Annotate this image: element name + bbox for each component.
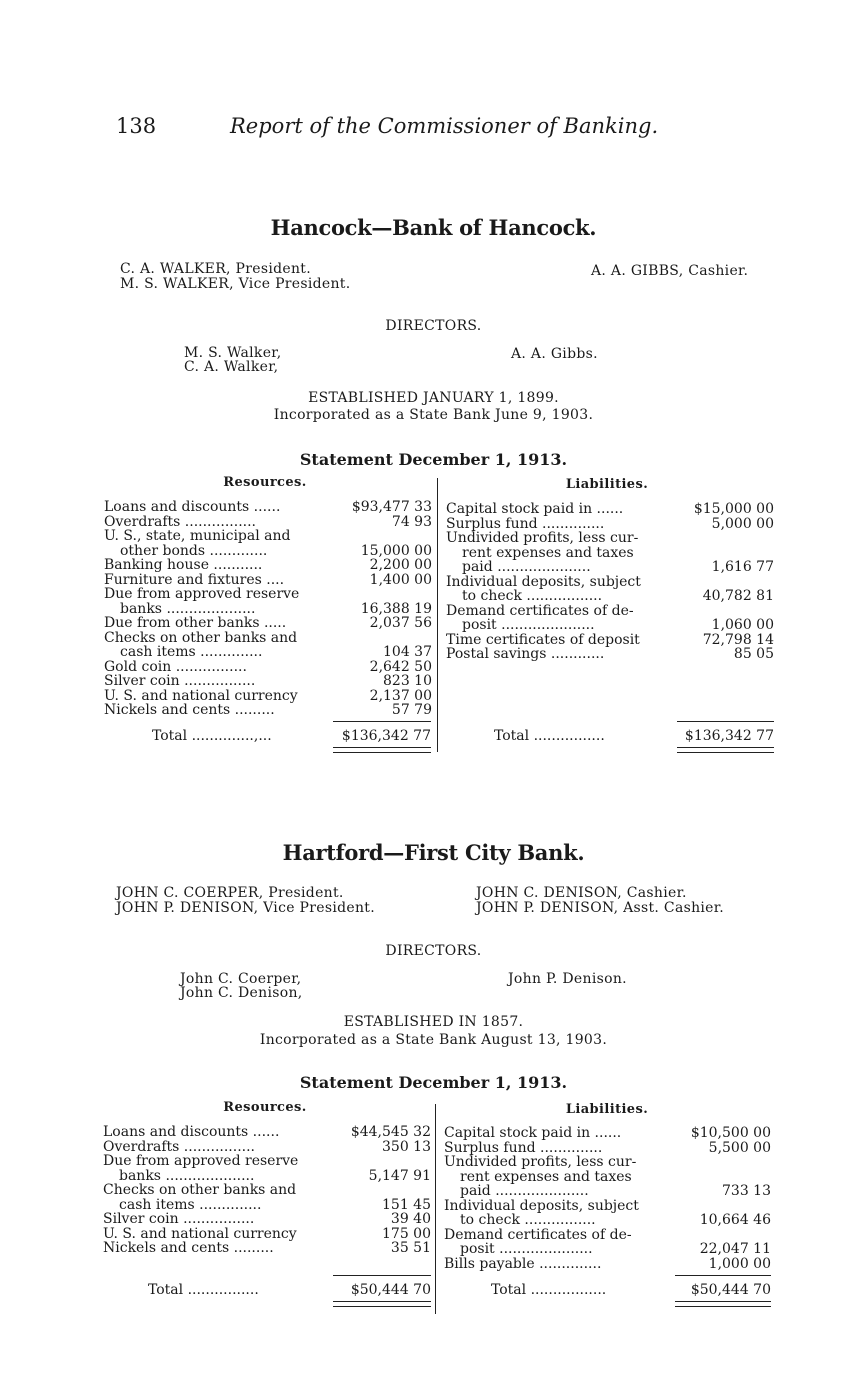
- ledger-row: [446, 633, 774, 648]
- director: A. A. Gibbs.: [511, 346, 598, 362]
- ledger-amount: 350 13: [382, 1138, 431, 1155]
- bank-title: Hancock—Bank of Hancock.: [270, 215, 597, 240]
- ledger-amount: 1,060 00: [711, 617, 774, 633]
- ledger-amount: 57 79: [391, 702, 432, 718]
- ledger-label: Capital stock paid in ......: [444, 1126, 622, 1141]
- ledger-label: U. S., state, municipal and: [104, 529, 291, 544]
- column-divider: [435, 1104, 436, 1314]
- ledger-amount: 104 37: [383, 644, 432, 660]
- ledger-amount: 5,147 91: [368, 1167, 431, 1184]
- total-amount: $136,342 77: [341, 728, 431, 744]
- ledger-label: banks ....................: [120, 601, 256, 616]
- ledger-label: Loans and discounts ......: [103, 1125, 280, 1140]
- ledger-label: other bonds .............: [120, 543, 268, 558]
- ledger-label: Checks on other banks and: [103, 1183, 297, 1198]
- ledger-label: banks ....................: [119, 1168, 255, 1183]
- ledger-row: [444, 1199, 771, 1214]
- ledger-row: [103, 1198, 431, 1213]
- ledger-row: [103, 1241, 431, 1256]
- ledger-row: [444, 1155, 771, 1170]
- ledger-row: [104, 558, 432, 573]
- ledger-row: [444, 1170, 771, 1185]
- ledger-label: Due from approved reserve: [104, 587, 300, 602]
- ledger-row: [104, 587, 432, 602]
- total-amount: $136,342 77: [684, 728, 774, 744]
- ledger-label: Surplus fund ..............: [444, 1140, 603, 1155]
- ledger-row: [444, 1213, 771, 1228]
- ledger-row: [104, 660, 432, 675]
- ledger-amount: 35 51: [390, 1240, 431, 1256]
- ledger-label: Capital stock paid in ......: [446, 502, 624, 517]
- ledger-amount: 175 00: [382, 1225, 431, 1242]
- ledger-label: Bills payable ..............: [444, 1256, 602, 1271]
- ledger-label: Demand certificates of de-: [446, 603, 634, 618]
- ledger-amount: 10,664 46: [699, 1212, 771, 1228]
- established-line: ESTABLISHED IN 1857.: [343, 1014, 524, 1030]
- total-amount: $50,444 70: [690, 1282, 771, 1298]
- ledger-row: [104, 631, 432, 646]
- ledger-label: to check ................: [460, 1213, 596, 1228]
- ledger-row: [103, 1227, 431, 1242]
- resources-table: [104, 500, 432, 718]
- ledger-label: Nickels and cents .........: [103, 1241, 274, 1256]
- ledger-label: Furniture and fixtures ....: [104, 572, 285, 587]
- officer-cashier: JOHN C. DENISON, Cashier.: [476, 885, 687, 901]
- ledger-row: [444, 1126, 771, 1141]
- ledger-amount: 1,616 77: [711, 559, 774, 575]
- ledger-row: [104, 674, 432, 689]
- ledger-row: [444, 1141, 771, 1156]
- ledger-row: [104, 500, 432, 515]
- ledger-label: cash items ..............: [119, 1197, 262, 1212]
- running-title: Report of the Commissioner of Banking.: [230, 114, 659, 138]
- ledger-label: paid .....................: [460, 1184, 589, 1199]
- ledger-label: Nickels and cents .........: [104, 703, 275, 718]
- ledger-row: [104, 645, 432, 660]
- liabilities-total-row: [491, 1282, 771, 1297]
- ledger-amount: $93,477 33: [351, 499, 432, 515]
- ledger-amount: 5,000 00: [711, 515, 774, 532]
- officer-asst-cashier: JOHN P. DENISON, Asst. Cashier.: [476, 900, 724, 916]
- ledger-amount: $10,500 00: [690, 1125, 771, 1141]
- ledger-row: [446, 531, 774, 546]
- statement-title: Statement December 1, 1913.: [299, 450, 568, 469]
- ledger-amount: $15,000 00: [693, 501, 774, 517]
- total-label: Total ................: [494, 728, 605, 744]
- ledger-amount: 2,137 00: [369, 687, 432, 704]
- ledger-label: U. S. and national currency: [103, 1226, 297, 1241]
- officer-cashier: A. A. GIBBS, Cashier.: [591, 263, 749, 279]
- director: John C. Coerper,: [180, 971, 302, 987]
- director: John P. Denison.: [508, 971, 627, 987]
- total-label: Total ..............,...: [152, 728, 272, 744]
- ledger-amount: 1,400 00: [369, 571, 432, 588]
- incorporated-line: Incorporated as a State Bank June 9, 1903.: [273, 407, 594, 423]
- ledger-amount: 72,798 14: [702, 631, 774, 648]
- resources-table: [103, 1125, 431, 1256]
- ledger-label: Individual deposits, subject: [446, 574, 641, 589]
- liabilities-table: [444, 1126, 771, 1271]
- liabilities-heading: Liabilities.: [565, 1102, 649, 1117]
- ledger-row: [104, 689, 432, 704]
- ledger-label: rent expenses and taxes: [460, 1169, 632, 1184]
- sum-rule: [333, 1275, 431, 1276]
- ledger-label: Undivided profits, less cur-: [446, 531, 639, 546]
- ledger-label: Overdrafts ................: [103, 1139, 256, 1154]
- ledger-label: paid .....................: [462, 560, 591, 575]
- ledger-amount: 5,500 00: [708, 1139, 771, 1156]
- ledger-label: Overdrafts ................: [104, 514, 257, 529]
- ledger-row: [104, 544, 432, 559]
- ledger-row: [103, 1154, 431, 1169]
- ledger-amount: 2,200 00: [369, 557, 432, 573]
- ledger-row: [446, 604, 774, 619]
- ledger-label: to check .................: [462, 589, 603, 604]
- officer-president: JOHN C. COERPER, President.: [116, 885, 344, 901]
- ledger-row: [103, 1169, 431, 1184]
- liabilities-table: [446, 502, 774, 662]
- ledger-row: [104, 616, 432, 631]
- ledger-amount: 1,000 00: [708, 1255, 771, 1272]
- ledger-label: Checks on other banks and: [104, 630, 298, 645]
- directors-heading: DIRECTORS.: [385, 318, 482, 334]
- ledger-row: [444, 1257, 771, 1272]
- bank-title: Hartford—First City Bank.: [282, 840, 585, 865]
- ledger-label: Gold coin ................: [104, 659, 247, 674]
- ledger-row: [446, 560, 774, 575]
- ledger-row: [104, 703, 432, 718]
- established-line: ESTABLISHED JANUARY 1, 1899.: [308, 390, 559, 406]
- ledger-amount: 74 93: [391, 513, 432, 530]
- ledger-label: Due from approved reserve: [103, 1154, 299, 1169]
- ledger-row: [446, 618, 774, 633]
- ledger-row: [446, 546, 774, 561]
- ledger-label: Demand certificates of de-: [444, 1227, 632, 1242]
- resources-heading: Resources.: [223, 1100, 307, 1115]
- ledger-label: Loans and discounts ......: [104, 500, 281, 515]
- ledger-row: [446, 589, 774, 604]
- liabilities-total-row: [494, 728, 774, 743]
- ledger-row: [446, 647, 774, 662]
- page-number: 138: [116, 114, 157, 138]
- ledger-row: [103, 1183, 431, 1198]
- ledger-amount: 22,047 11: [699, 1241, 771, 1257]
- ledger-label: cash items ..............: [120, 645, 263, 660]
- ledger-row: [104, 573, 432, 588]
- ledger-amount: 2,037 56: [369, 615, 432, 631]
- directors-heading: DIRECTORS.: [385, 943, 482, 959]
- liabilities-heading: Liabilities.: [565, 477, 649, 492]
- ledger-label: U. S. and national currency: [104, 688, 298, 703]
- ledger-row: [444, 1228, 771, 1243]
- page-header: [116, 114, 736, 144]
- ledger-amount: 15,000 00: [360, 542, 432, 559]
- ledger-amount: 151 45: [382, 1196, 431, 1213]
- director: John C. Denison,: [180, 985, 303, 1001]
- sum-rule: [677, 721, 774, 722]
- ledger-amount: 85 05: [733, 646, 774, 662]
- ledger-label: posit .....................: [460, 1242, 593, 1257]
- resources-total-row: [148, 1282, 431, 1297]
- ledger-label: Surplus fund ..............: [446, 516, 605, 531]
- total-label: Total ................: [148, 1282, 259, 1298]
- sum-rule: [675, 1275, 771, 1276]
- column-divider: [437, 478, 438, 752]
- ledger-label: Banking house ...........: [104, 558, 263, 573]
- ledger-amount: 16,388 19: [360, 600, 432, 617]
- ledger-amount: 823 10: [383, 673, 432, 689]
- total-amount: $50,444 70: [350, 1282, 431, 1298]
- ledger-label: rent expenses and taxes: [462, 545, 634, 560]
- ledger-amount: 2,642 50: [369, 658, 432, 675]
- officer-vice-president: M. S. WALKER, Vice President.: [120, 276, 351, 292]
- ledger-row: [444, 1242, 771, 1257]
- total-label: Total .................: [491, 1282, 607, 1298]
- director: M. S. Walker,: [184, 345, 282, 361]
- ledger-row: [104, 602, 432, 617]
- ledger-row: [446, 575, 774, 590]
- ledger-row: [446, 502, 774, 517]
- double-rule: [675, 1301, 771, 1307]
- double-rule: [333, 747, 431, 753]
- resources-total-row: [152, 728, 431, 743]
- director: C. A. Walker,: [184, 359, 279, 375]
- ledger-label: Silver coin ................: [104, 674, 256, 689]
- ledger-label: Postal savings ............: [446, 647, 605, 662]
- ledger-label: posit .....................: [462, 618, 595, 633]
- double-rule: [677, 747, 774, 753]
- incorporated-line: Incorporated as a State Bank August 13, 1903.: [259, 1032, 608, 1048]
- ledger-row: [103, 1125, 431, 1140]
- ledger-label: Undivided profits, less cur-: [444, 1155, 637, 1170]
- ledger-label: Due from other banks .....: [104, 616, 287, 631]
- statement-title: Statement December 1, 1913.: [299, 1073, 568, 1092]
- ledger-row: [103, 1212, 431, 1227]
- ledger-row: [103, 1140, 431, 1155]
- ledger-amount: 39 40: [390, 1211, 431, 1227]
- ledger-row: [104, 529, 432, 544]
- sum-rule: [333, 721, 431, 722]
- ledger-amount: 733 13: [722, 1183, 771, 1199]
- ledger-row: [446, 517, 774, 532]
- ledger-amount: 40,782 81: [702, 588, 774, 604]
- ledger-label: Time certificates of deposit: [446, 632, 640, 647]
- ledger-label: Individual deposits, subject: [444, 1198, 639, 1213]
- ledger-amount: $44,545 32: [350, 1124, 431, 1140]
- ledger-row: [444, 1184, 771, 1199]
- officer-vice-president: JOHN P. DENISON, Vice President.: [116, 900, 375, 916]
- ledger-row: [104, 515, 432, 530]
- ledger-label: Silver coin ................: [103, 1212, 255, 1227]
- resources-heading: Resources.: [223, 475, 307, 490]
- officer-president: C. A. WALKER, President.: [120, 261, 311, 277]
- double-rule: [333, 1301, 431, 1307]
